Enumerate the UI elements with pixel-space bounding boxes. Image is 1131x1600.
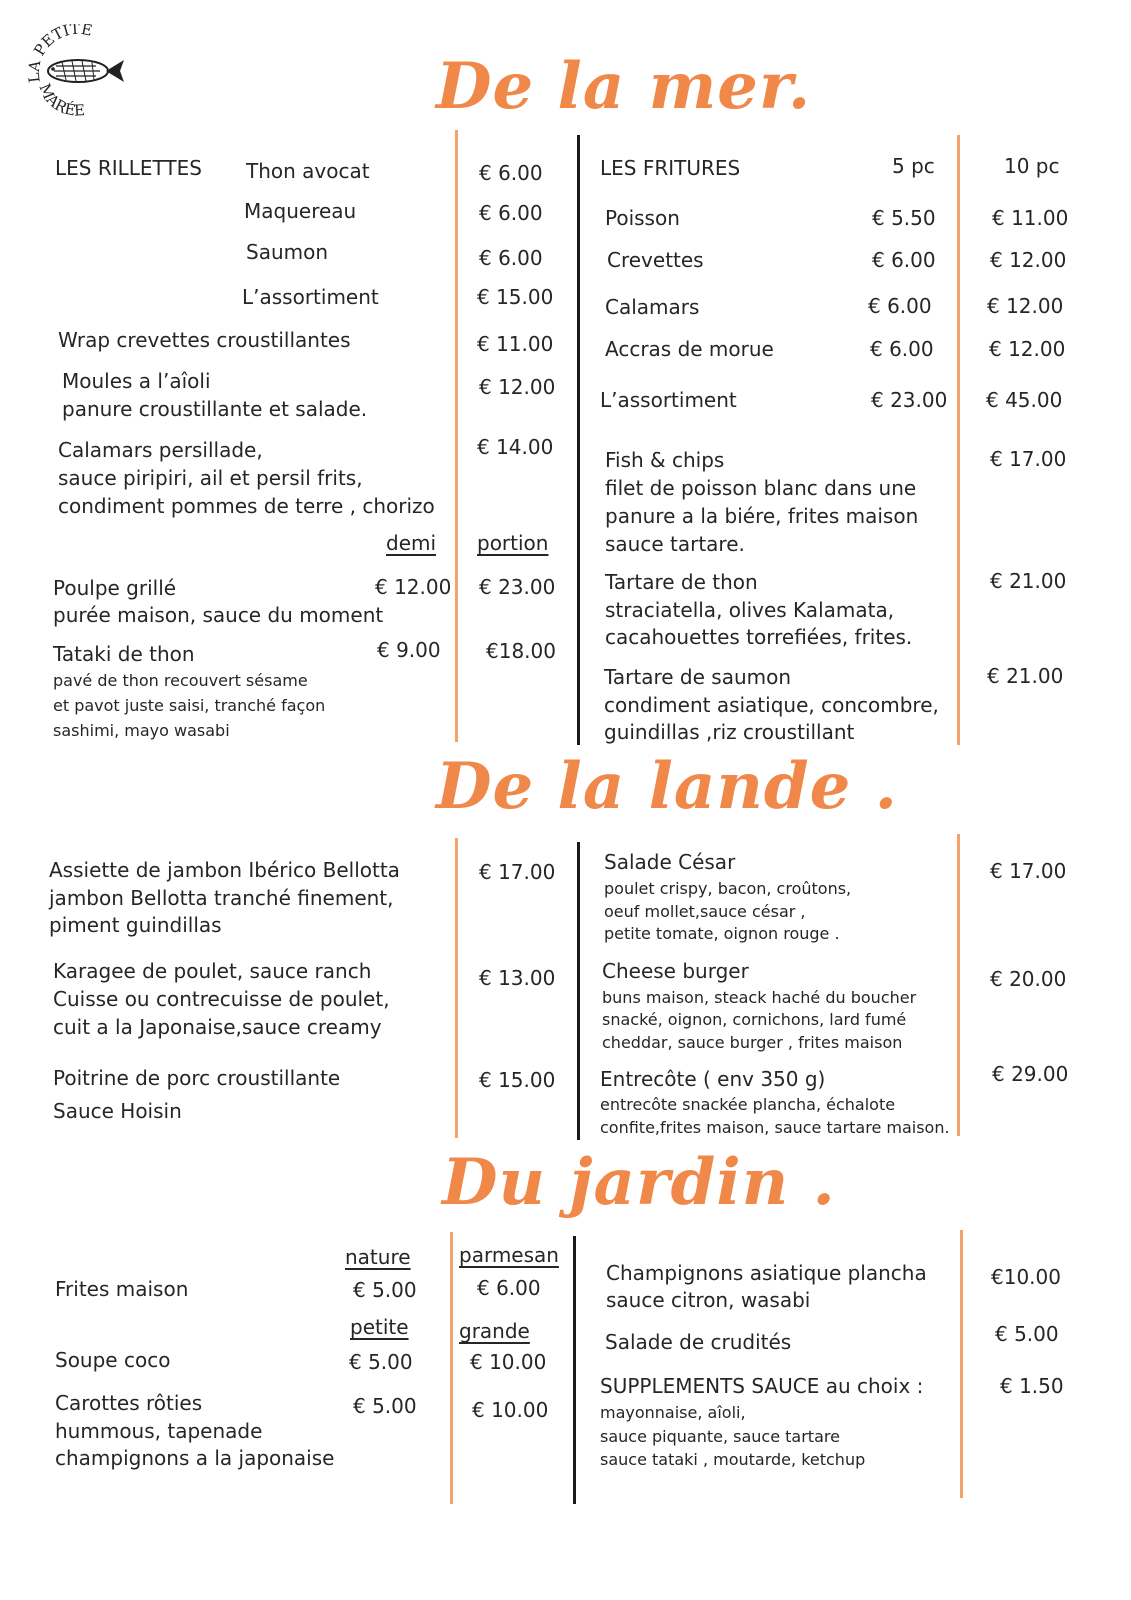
jambon-name: Assiette de jambon Ibérico Bellotta (49, 858, 400, 882)
fish-chips-desc: sauce tartare. (605, 532, 745, 556)
friture-name: Poisson (605, 206, 680, 230)
fritures-heading: LES FRITURES (600, 156, 741, 180)
supplements-price: € 1.50 (1000, 1374, 1064, 1398)
karagee-price: € 13.00 (479, 966, 556, 990)
section-title-lande: De la lande . (436, 749, 898, 824)
friture-price-10: € 12.00 (987, 294, 1064, 318)
tataki-desc: pavé de thon recouvert sésame (53, 671, 308, 690)
rillettes-heading: LES RILLETTES (55, 156, 202, 180)
carottes-price-grande: € 10.00 (472, 1398, 549, 1422)
fish-chips-price: € 17.00 (990, 447, 1067, 471)
rillettes-item-price: € 15.00 (477, 285, 554, 309)
frites-price-parmesan: € 6.00 (477, 1276, 541, 1300)
friture-price-5: € 6.00 (868, 294, 932, 318)
rillettes-item-name: L’assortiment (242, 285, 379, 309)
karagee-desc: cuit a la Japonaise,sauce creamy (53, 1015, 382, 1039)
tataki-desc: et pavot juste saisi, tranché façon (53, 696, 326, 715)
calamars-price: € 14.00 (477, 435, 554, 459)
section-title-mer: De la mer. (436, 49, 812, 124)
poulpe-price-portion: € 23.00 (479, 575, 556, 599)
friture-price-10: € 11.00 (992, 206, 1069, 230)
wrap-name: Wrap crevettes croustillantes (58, 328, 351, 352)
rillettes-item-name: Thon avocat (246, 159, 370, 183)
tataki-desc: sashimi, mayo wasabi (53, 721, 230, 740)
tartare-saumon-price: € 21.00 (987, 664, 1064, 688)
tartare-thon-desc: cacahouettes torrefiées, frites. (605, 625, 913, 649)
crudites-price: € 5.00 (995, 1322, 1059, 1346)
logo-bottom-text: MARÉE (35, 80, 86, 120)
tartare-thon-desc: straciatella, olives Kalamata, (605, 598, 895, 622)
column-header-nature: nature (345, 1245, 411, 1269)
soupe-price-petite: € 5.00 (349, 1350, 413, 1374)
soupe-name: Soupe coco (55, 1348, 171, 1372)
poulpe-price-demi: € 12.00 (375, 575, 452, 599)
soupe-price-grande: € 10.00 (470, 1350, 547, 1374)
divider-mer-left (455, 130, 458, 742)
column-header-portion: portion (477, 531, 549, 555)
moules-desc: panure croustillante et salade. (62, 397, 368, 421)
burger-price: € 20.00 (990, 967, 1067, 991)
divider-jardin-left (450, 1232, 453, 1504)
friture-price-10: € 12.00 (990, 248, 1067, 272)
rillettes-item-price: € 6.00 (479, 161, 543, 185)
tartare-saumon-name: Tartare de saumon (604, 665, 792, 689)
cesar-desc: poulet crispy, bacon, croûtons, (604, 879, 852, 898)
wrap-price: € 11.00 (477, 332, 554, 356)
friture-name: Calamars (605, 295, 700, 319)
burger-desc: buns maison, steack haché du boucher (602, 988, 917, 1007)
tartare-thon-name: Tartare de thon (605, 570, 758, 594)
column-header-parmesan: parmesan (459, 1243, 559, 1267)
logo-top-text: LA PETITE (26, 24, 94, 84)
tartare-thon-price: € 21.00 (990, 569, 1067, 593)
jambon-price: € 17.00 (479, 860, 556, 884)
carottes-desc: champignons a la japonaise (55, 1446, 335, 1470)
champignons-name: Champignons asiatique plancha (606, 1261, 927, 1285)
entrecote-desc: entrecôte snackée plancha, échalote (600, 1095, 896, 1114)
calamars-desc: sauce piripiri, ail et persil frits, (58, 466, 363, 490)
karagee-desc: Cuisse ou contrecuisse de poulet, (53, 987, 390, 1011)
logo (26, 24, 130, 128)
column-header-demi: demi (386, 531, 437, 555)
divider-lande-center (577, 842, 580, 1140)
burger-desc: snacké, oignon, cornichons, lard fumé (602, 1010, 907, 1029)
calamars-desc: condiment pommes de terre , chorizo (58, 494, 435, 518)
tataki-price-portion: €18.00 (486, 639, 556, 663)
carottes-price-petite: € 5.00 (353, 1394, 417, 1418)
fish-chips-name: Fish & chips (605, 448, 725, 472)
rillettes-item-name: Maquereau (244, 199, 357, 223)
tataki-price-demi: € 9.00 (377, 638, 441, 662)
column-header-10pc: 10 pc (1004, 154, 1060, 178)
frites-price-nature: € 5.00 (353, 1278, 417, 1302)
divider-mer-center (577, 135, 580, 745)
friture-price-5: € 5.50 (872, 206, 936, 230)
jambon-desc: piment guindillas (49, 913, 222, 937)
divider-lande-right (957, 834, 960, 1136)
entrecote-price: € 29.00 (992, 1062, 1069, 1086)
cesar-name: Salade César (604, 850, 736, 874)
fish-chips-desc: filet de poisson blanc dans une (605, 476, 917, 500)
column-header-grande: grande (459, 1319, 530, 1343)
karagee-name: Karagee de poulet, sauce ranch (53, 959, 372, 983)
friture-price-5: € 6.00 (870, 337, 934, 361)
poulpe-name: Poulpe grillé (53, 576, 177, 600)
champignons-desc: sauce citron, wasabi (606, 1288, 811, 1312)
poitrine-desc: Sauce Hoisin (53, 1099, 182, 1123)
burger-name: Cheese burger (602, 959, 749, 983)
supplements-desc: sauce piquante, sauce tartare (600, 1427, 840, 1446)
rillettes-item-price: € 6.00 (479, 201, 543, 225)
burger-desc: cheddar, sauce burger , frites maison (602, 1033, 903, 1052)
column-header-5pc: 5 pc (892, 154, 935, 178)
tataki-name: Tataki de thon (53, 642, 195, 666)
tartare-saumon-desc: condiment asiatique, concombre, (604, 693, 939, 717)
divider-lande-left (455, 838, 458, 1138)
poulpe-desc: purée maison, sauce du moment (53, 603, 384, 627)
divider-mer-right (957, 135, 960, 745)
fish-chips-desc: panure a la biére, frites maison (605, 504, 919, 528)
friture-name: L’assortiment (600, 388, 737, 412)
moules-name: Moules a l’aîoli (62, 369, 211, 393)
frites-name: Frites maison (55, 1277, 189, 1301)
cesar-desc: petite tomate, oignon rouge . (604, 924, 840, 943)
moules-price: € 12.00 (479, 375, 556, 399)
cesar-desc: oeuf mollet,sauce césar , (604, 902, 806, 921)
friture-name: Accras de morue (605, 337, 774, 361)
carottes-desc: hummous, tapenade (55, 1419, 263, 1443)
crudites-name: Salade de crudités (605, 1330, 792, 1354)
friture-price-5: € 6.00 (872, 248, 936, 272)
friture-name: Crevettes (607, 248, 704, 272)
entrecote-desc: confite,frites maison, sauce tartare maison. (600, 1118, 950, 1137)
supplements-desc: sauce tataki , moutarde, ketchup (600, 1450, 866, 1469)
tartare-saumon-desc: guindillas ,riz croustillant (604, 720, 855, 744)
calamars-name: Calamars persillade, (58, 438, 263, 462)
divider-jardin-right (960, 1230, 963, 1498)
supplements-desc: mayonnaise, aîoli, (600, 1403, 746, 1422)
column-header-petite: petite (350, 1315, 409, 1339)
rillettes-item-price: € 6.00 (479, 246, 543, 270)
cesar-price: € 17.00 (990, 859, 1067, 883)
poitrine-price: € 15.00 (479, 1068, 556, 1092)
poitrine-name: Poitrine de porc croustillante (53, 1066, 341, 1090)
rillettes-item-name: Saumon (246, 240, 329, 264)
carottes-name: Carottes rôties (55, 1391, 203, 1415)
fish-logo-icon (26, 24, 130, 128)
section-title-jardin: Du jardin . (442, 1145, 836, 1220)
friture-price-10: € 12.00 (989, 337, 1066, 361)
friture-price-5: € 23.00 (871, 388, 948, 412)
friture-price-10: € 45.00 (986, 388, 1063, 412)
supplements-heading: SUPPLEMENTS SAUCE au choix : (600, 1374, 924, 1398)
divider-jardin-center (573, 1236, 576, 1504)
champignons-price: €10.00 (991, 1265, 1061, 1289)
entrecote-name: Entrecôte ( env 350 g) (600, 1067, 826, 1091)
jambon-desc: jambon Bellotta tranché finement, (49, 886, 394, 910)
